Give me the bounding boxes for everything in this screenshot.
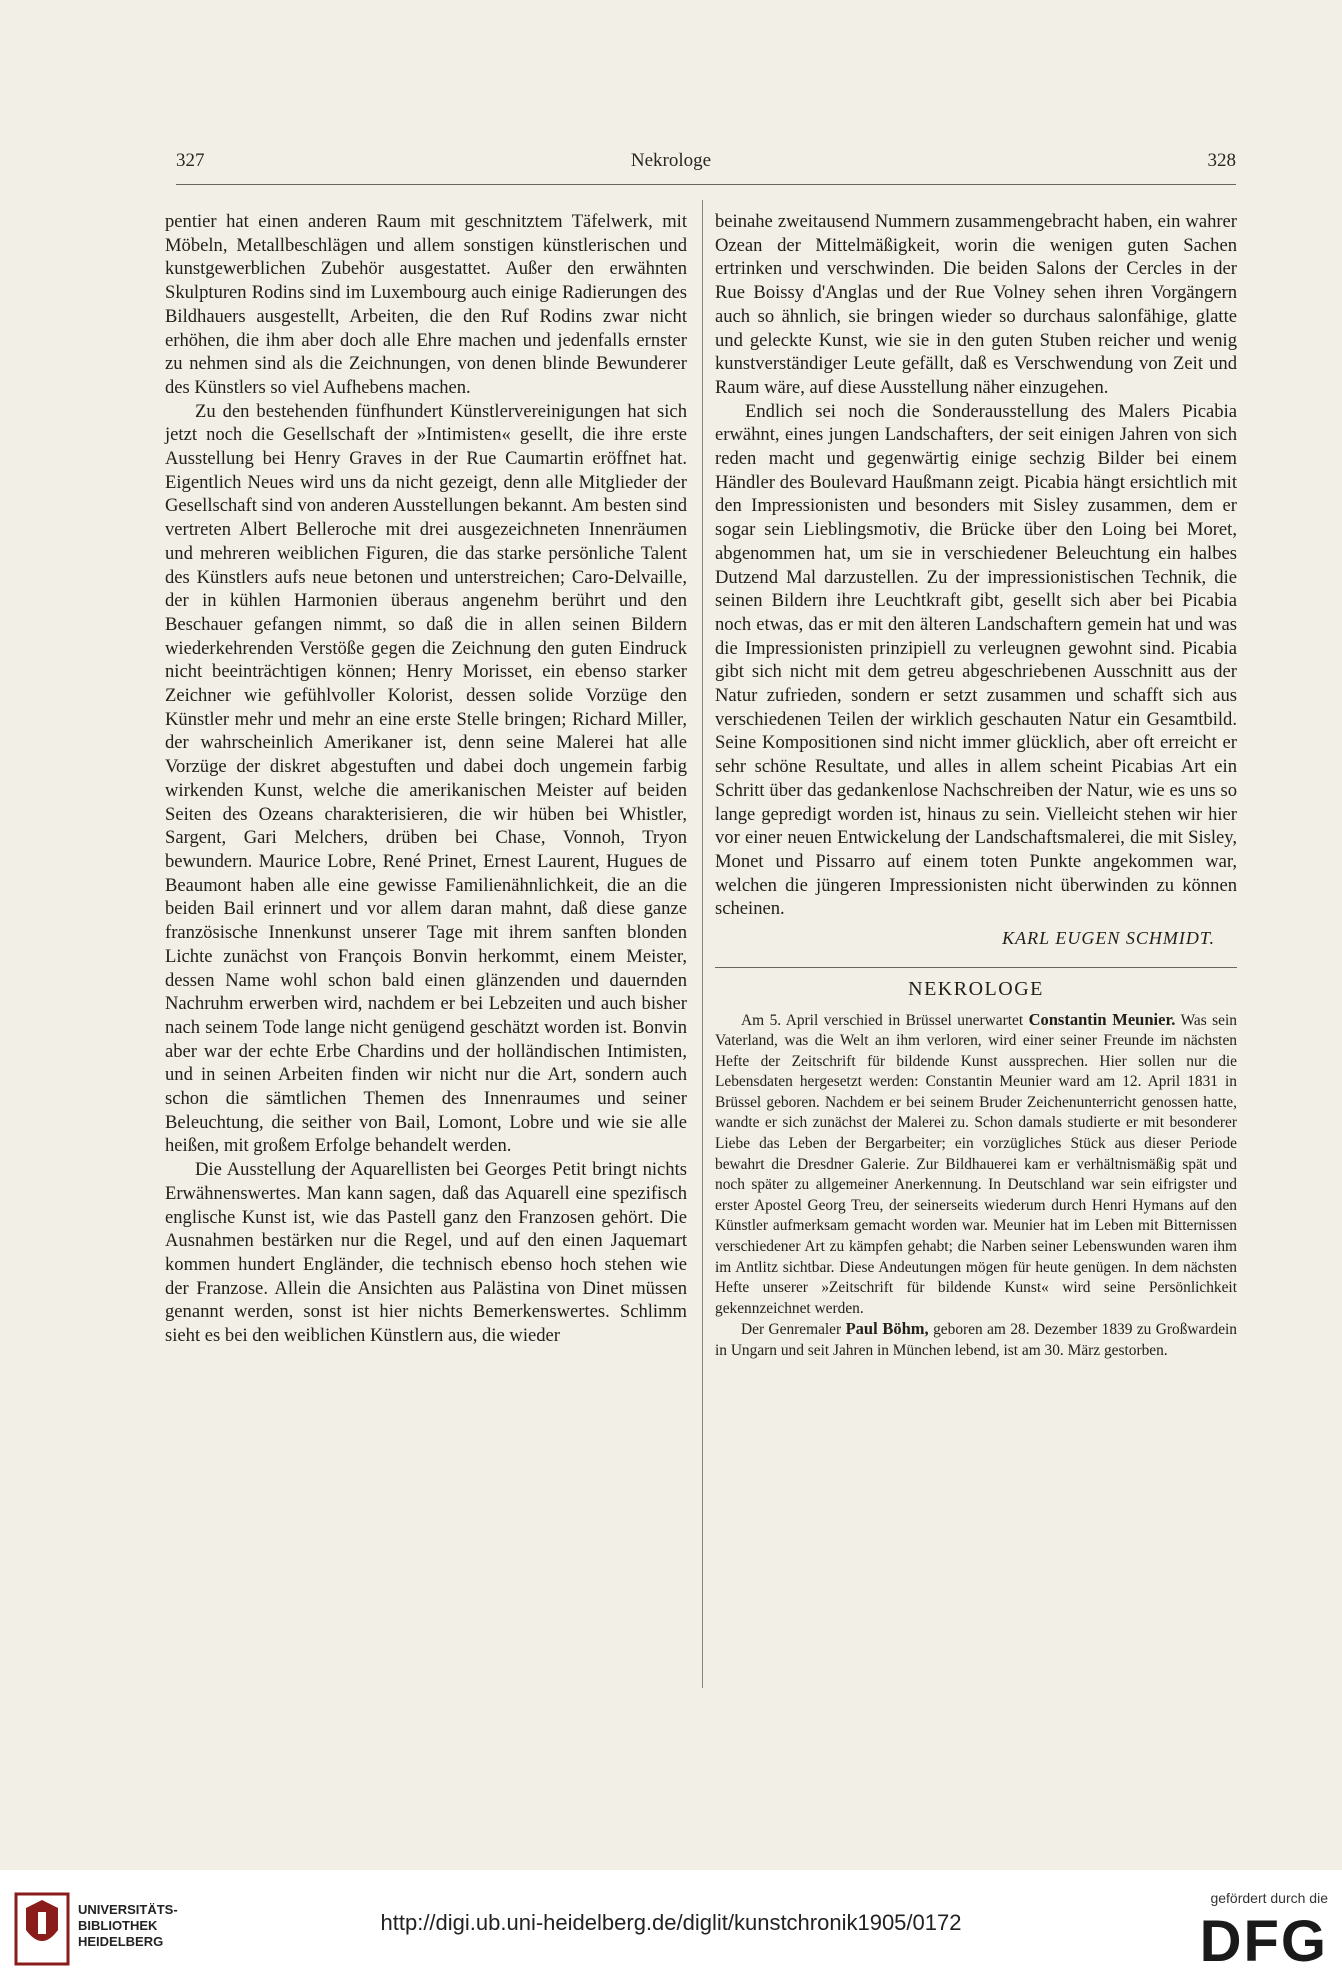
obituary-notices [715,1010,1237,1362]
section-heading: NEKROLOGE [908,977,1044,1000]
source-url[interactable]: http://digi.ub.uni-heidelberg.de/diglit/kunstchronik1905/0172 [380,1910,962,1935]
paragraph: Endlich sei noch die Sonderausstellung des Malers Picabia erwähnt, eines jungen Landschafters, der seit einigen Jahren von sich reden macht und gegenwärtig einige sechzig Bilder bei einem Händler des Boulevard Haußmann zeigt. Picabia hängt ersichtlich mit den Impressionisten und besonders mit Sisley zusammen, dem er sogar sein Lieblingsmotiv, die Brücke über den Loing bei Moret, abgenommen hat, um sie in verschiedener Beleuchtung ein halbes Dutzend Mal darzustellen. Zu der impressionistischen Technik, die seinen Bildern ihre Leuchtkraft gibt, gesellt sich aber bei Picabia noch etwas, das er mit den älteren Landschaftern gemein hat und was die Impressionisten prinzipiell zu verleugnen gewohnt sind. Picabia gibt sich nicht mit dem getreu abgeschriebenen Ausschnitt aus der Natur zufrieden, sondern er setzt zusammen und schafft sich aus verschiedenen Teilen der wirklich geschauten Natur ein Gesamtbild. Seine Kompositionen sind nicht immer glücklich, aber oft erreicht er sehr schöne Resultate, und alles in allem scheint Picabias Art ein Schritt über das gedankenlose Nachschreiben der Natur, wie es uns so lange gepredigt worden ist, hinaus zu sein. Vielleicht stehen wir hier vor einer neuen Entwickelung der Landschaftsmalerei, die mit Sisley, Monet und Pissarro auf einem toten Punkte angekommen war, welchen die jüngeren Impressionisten nicht überwinden zu können scheinen. [715,400,1237,920]
paragraph: beinahe zweitausend Nummern zusammengebracht haben, ein wahrer Ozean der Mittelmäßigkeit, worin die wenigen guten Sachen ertrinken und verschwinden. Die beiden Salons der Cercles in der Rue Boissy d'Anglas und der Rue Volney sehen ihren Vorgängern auch so ähnlich, sie bringen wieder so durchaus salonfähige, glatte und geleckte Kunst, wie sie in den guten Stuben reicher und wenig kunstverständiger Leute gefällt, daß es Verschwendung von Zeit und Raum wäre, auf diese Ausstellung näher einzugehen. [715,211,1237,398]
name-meunier: Constantin Meunier. [1028,1009,1176,1029]
section-rule [715,967,1237,968]
obituary-boehm: Der Genremaler Paul Böhm, geboren am 28. Dezember 1839 zu Großwardein in Ungarn und seit Jahren in München lebend, ist am 30. März gestorben. [715,1319,1237,1359]
column-divider [702,200,703,1688]
name-boehm: Paul Böhm, [845,1319,929,1339]
funding-caption: gefördert durch die [1210,1890,1328,1906]
right-column [715,210,1237,1362]
dfg-logo: DFG [1199,1909,1328,1974]
paragraph: Zu den bestehenden fünfhundert Künstlervereinigungen hat sich jetzt noch die Gesellschaft der »Intimisten« gesellt, die ihre erste Ausstellung bei Henry Graves in der Rue Caumartin eröffnet hat. Eigentlich Neues wird uns da nicht gezeigt, denn alle Mitglieder der Gesellschaft sind von anderen Ausstellungen bekannt. Am besten sind vertreten Albert Belleroche mit drei ausgezeichneten Innenräumen und mehreren weiblichen Figuren, die das starke persönliche Talent des Künstlers aufs neue betonen und unterstreichen; Caro-Delvaille, der in kühlen Harmonien überaus angenehm berührt und den Beschauer gefangen nimmt, so daß die in allen seinen Bildern wiederkehrenden Verstöße gegen die Zeichnung den guten Eindruck nicht beeinträchtigen können; Henry Morisset, ein ebenso starker Zeichner wie gefühlvoller Kolorist, dessen solide Vorzüge den Künstler mehr und mehr an eine erste Stelle bringen; Richard Miller, der wahrscheinlich Amerikaner ist, denn seine Malerei hat alle Vorzüge der diskret abgestuften und dabei doch ungemein farbig wirkenden Kunst, welche die amerikanischen Meister auf beiden Seiten des Ozeans charakterisieren, die wir hüben bei Whistler, Sargent, Gari Melchers, drüben bei Chase, Vonnoh, Tryon bewundern. Maurice Lobre, René Prinet, Ernest Laurent, Hugues de Beaumont haben alle eine gewisse Familienähnlichkeit, die an die beiden Bail erinnert und vor allem daran mahnt, daß diese ganze französische Innenkunst unserer Tage mit ihrem sanften blonden Lichte zunächst von François Bonvin herkommt, einem Meister, dessen Name wohl schon bald einen glänzenden und dauernden Nachruhm erwerben wird, nachdem er bei Lebzeiten und auch bisher nach seinem Tode lange nicht genügend geschätzt worden ist. Bonvin aber war der echte Erbe Chardins und der holländischen Intimisten, und in seinen Arbeiten finden wir nicht nur die Art, sondern auch schon die sämtlichen Themen des Innenraumes und seiner Beleuchtung, die seither von Bail, Lomont, Lobre und wie sie alle heißen, mit großem Erfolge behandelt werden. [165,400,687,1157]
obituary-meunier: Am 5. April verschied in Brüssel unerwartet Constantin Meunier. Was sein Vaterland, was die Welt an ihm verloren, wird einer seiner Freunde im nächsten Hefte der Zeitschrift für bildende Kunst aussprechen. Hier sollen nur die Lebensdaten hergesetzt werden: Constantin Meunier ward am 12. April 1831 in Brüssel geboren. Nachdem er bei seinem Bruder Zeichenunterricht genossen hatte, wandte er sich zunächst der Malerei zu. Schon damals studierte er mit besonderer Liebe das Leben der Bergarbeiter; ein vorzügliches Stück aus dieser Periode bewahrt die Dresdner Galerie. Zur Bildhauerei kam er verhältnismäßig spät und noch später zu allgemeiner Anerkennung. In Deutschland war sein eifrigster und erster Apostel Georg Treu, der seinerseits wiederum durch Henri Hymans auf den Künstler aufmerksam gemacht worden war. Meunier hat im Leben mit Bitternissen verschiedener Art zu kämpfen gehabt; die Narben seiner Lebenswunden waren ihm im Antlitz sichtbar. Diese Andeutungen mögen für heute genügen. In dem nächsten Hefte unserer »Zeitschrift für bildende Kunst« wird seine Persönlichkeit gekennzeichnet werden. [715,1009,1237,1317]
paragraph: Die Ausstellung der Aquarellisten bei Georges Petit bringt nichts Erwähnenswertes. Man kann sagen, daß das Aquarell eine spezifisch englische Kunst ist, wie das Pastell ganz den Franzosen gehört. Die Ausnahmen bestärken nur die Regel, und auf den einen Jaquemart kommen hundert Engländer, die technisch ebenso hoch stehen wie der Franzose. Allein die Ansichten aus Palästina von Dinet müssen genannt werden, sonst ist hier nichts Bemerkenswertes. Schlimm sieht es bei den weiblichen Künstlern aus, die wieder [165,1159,687,1347]
library-logo-text: UNIVERSITÄTS- BIBLIOTHEK HEIDELBERG [78,1902,178,1949]
running-title: Nekrologe [630,150,712,171]
left-column [165,210,687,1348]
header-rule [176,184,1236,185]
paragraph: pentier hat einen anderen Raum mit geschnitztem Täfelwerk, mit Möbeln, Metallbeschlägen und allem sonstigen künstlerischen und kunstgewerblichen Zubehör ausgestattet. Außer den erwähnten Skulpturen Rodins sind im Luxembourg auch einige Radierungen des Bildhauers ausgestellt, Arbeiten, die den Ruf Rodins zwar nicht erhöhen, die ihm aber doch alle Ehre machen und jedenfalls ernster zu nehmen sind als die Zeichnungen, von denen blinde Bewunderer des Künstlers so viel Aufhebens machen. [165,211,687,398]
page-number-left: 327 [176,150,205,171]
footer-bar [0,1870,1342,1988]
author-signature: KARL EUGEN SCHMIDT. [1002,928,1215,949]
page-number-right: 328 [1207,150,1236,171]
